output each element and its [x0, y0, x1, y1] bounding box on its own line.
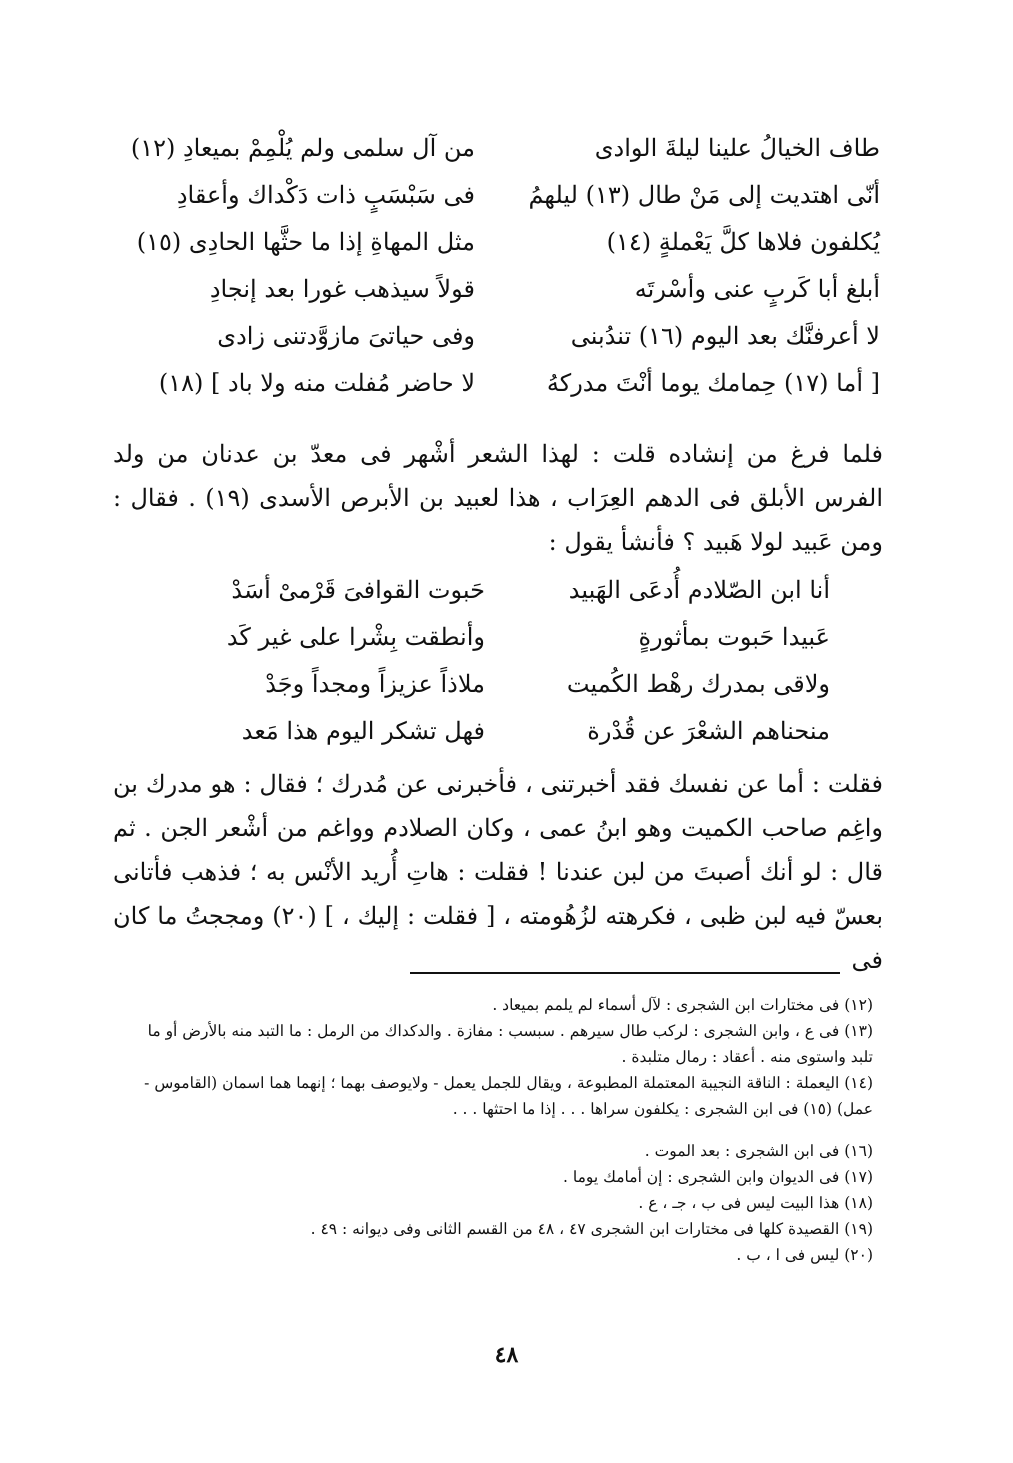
verse-first-hemistich: ولاقى بمدرك رهْط الكُميت: [566, 670, 830, 698]
verse-first-hemistich: عَبيدا حَبوت بمأثورةٍ: [638, 623, 830, 651]
verse-line: [130, 316, 880, 363]
verse-line: [130, 269, 880, 316]
footnote: (٢٠) ليس فى ا ، ب .: [736, 1246, 873, 1264]
verse-line: [130, 570, 830, 617]
footnote: (١٨) هذا البيت ليس فى ب ، جـ ، ع .: [638, 1194, 873, 1212]
prose-paragraph-2: فقلت : أما عن نفسك فقد أخبرتنى ، فأخبرنى عن مُدرك ؛ فقال : هو مدرك بن واغِم صاحب الكميت وهو ابنُ عمى ، وكان الصلادم وواغم من أشْعر الجن . ثم قال : لو أنك أصبتَ من لبن عندنا ! فقلت : هاتِ أُريد الأنْس به ؛ فذهب فأتانى بعسّ فيه لبن ظبى ، فكرهته لزُهُومته ، [ فقلت : إليك ، ] (٢٠) ومججتُ ما كان فى: [113, 770, 884, 974]
footnote: (١٢) فى مختارات ابن الشجرى : لآل أسماء لم يلمم بميعاد .: [492, 996, 873, 1014]
verse-second-hemistich: حَبوت القوافىَ قَرْمىْ أسَدْ: [231, 576, 485, 604]
verse-second-hemistich: وأنطقت بِشْرا على غير كَد: [226, 623, 485, 651]
verse-line: [130, 617, 830, 664]
poem-block-2: [130, 570, 830, 758]
footnote: (١٤) اليعملة : الناقة النجيبة المعتملة المطبوعة ، ويقال للجمل يعمل - ولايوصف بهما ؛ إنهما هما اسمان (القاموس - عمل) (١٥) فى ابن الشجرى : يكلفون سراها . . . إذا ما احتثها . . .: [144, 1074, 873, 1118]
verse-first-hemistich: أنا ابن الصّلادم أُدعَى الهَبيد: [568, 576, 830, 604]
verse-line: [130, 363, 880, 410]
prose-paragraph-1: فلما فرغ من إنشاده قلت : لهذا الشعر أشْهر فى معدّ بن عدنان من ولد الفرس الأبلق فى الدهم العِرَاب ، هذا لعبيد بن الأبرص الأسدى (١٩) . فقال : ومن عَبيد لولا هَبيد ؟ فأنشأ يقول :: [113, 440, 883, 556]
verse-line: [130, 175, 880, 222]
verse-second-hemistich: من آل سلمى ولم يُلْمِمْ بميعادِ (١٢): [130, 134, 475, 162]
verse-second-hemistich: وفى حياتىَ مازوَّدتنى زادى: [217, 322, 475, 350]
footnote: (١٦) فى ابن الشجرى : بعد الموت .: [644, 1142, 873, 1160]
verse-first-hemistich: لا أعرفنَّك بعد اليوم (١٦) تندُبنى: [570, 322, 880, 350]
verse-first-hemistich: طاف الخيالُ علينا ليلةَ الوادى: [594, 134, 880, 162]
verse-first-hemistich: يُكلفون فلاها كلَّ يَعْملةٍ (١٤): [606, 228, 880, 256]
verse-second-hemistich: قولاً سيذهب غورا بعد إنجادِ: [209, 275, 475, 303]
page-number: ٤٨: [494, 1342, 519, 1368]
verse-second-hemistich: لا حاضر مُفلت منه ولا باد ] (١٨): [158, 369, 475, 397]
verse-first-hemistich: منحناهم الشعْرَ عن قُدْرة: [587, 717, 830, 745]
verse-line: [130, 664, 830, 711]
verse-first-hemistich: [ أما (١٧) حِمامك يوما أنْتَ مدركهُ: [546, 369, 880, 397]
footnote: (١٧) فى الديوان وابن الشجرى : إن أمامك يوما .: [563, 1168, 873, 1186]
footnote-divider: [410, 972, 840, 974]
footnote: (١٣) فى ع ، وابن الشجرى : لركب طال سيرهم . سبسب : مفازة . والدكداك من الرمل : ما التبد منه بالأرض أو ما تلبد واستوى منه . أعقاد : رمال متلبدة .: [147, 1022, 873, 1066]
verse-first-hemistich: أنّى اهتديت إلى مَنْ طال (١٣) ليلهمُ: [528, 181, 880, 209]
verse-line: [130, 128, 880, 175]
verse-second-hemistich: مثل المهاةِ إذا ما حثَّها الحادِى (١٥): [136, 228, 475, 256]
verse-line: [130, 711, 830, 758]
footnotes-section: [123, 992, 873, 1268]
footnote: (١٩) القصيدة كلها فى مختارات ابن الشجرى ٤٧ ، ٤٨ من القسم الثانى وفى ديوانه : ٤٩ .: [310, 1220, 873, 1238]
verse-second-hemistich: فى سَبْسَبٍ ذات دَكْداك وأعقادِ: [176, 181, 475, 209]
verse-first-hemistich: أبلغ أبا كَربٍ عنى وأسْرتَه: [634, 275, 880, 303]
verse-line: [130, 222, 880, 269]
poem-block-1: [130, 128, 880, 410]
verse-second-hemistich: فهل تشكر اليوم هذا مَعد: [241, 717, 485, 745]
verse-second-hemistich: ملاذاً عزيزاً ومجداً وجَدْ: [265, 670, 485, 698]
